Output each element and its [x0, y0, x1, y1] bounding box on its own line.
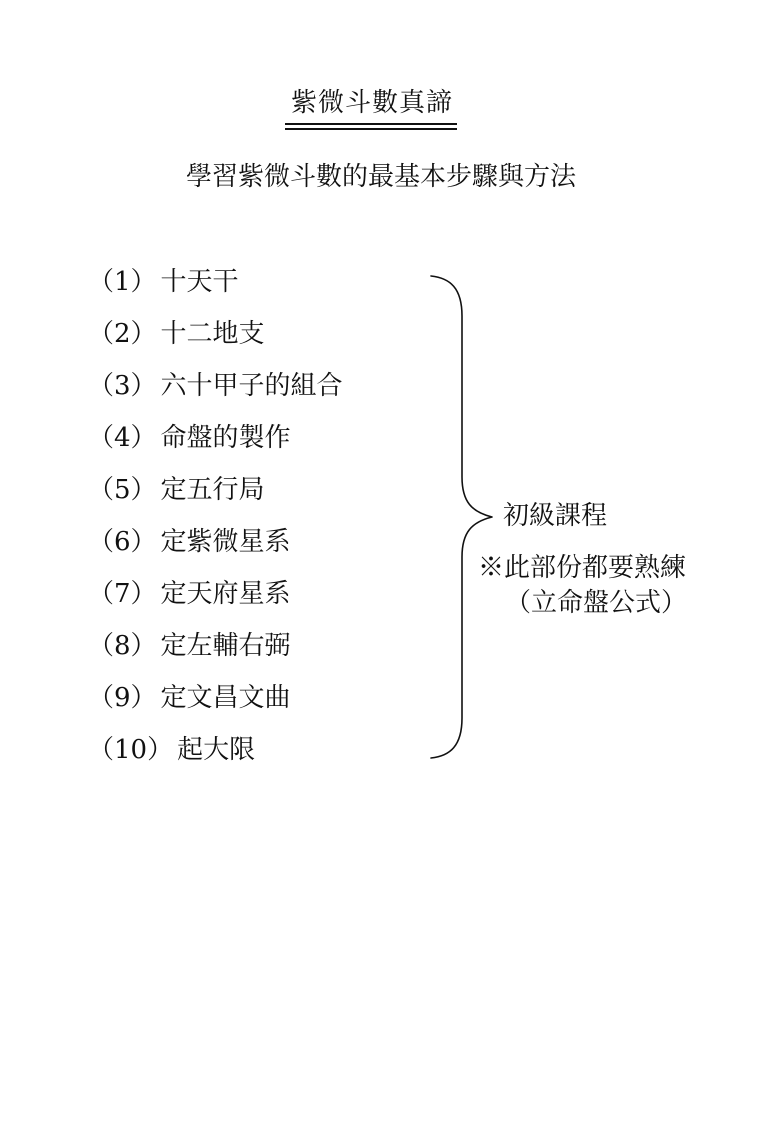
step-label: 十天干 [160, 267, 239, 297]
list-item [88, 576, 343, 628]
curly-brace-icon [428, 272, 500, 762]
steps-list [88, 264, 343, 784]
step-number: （10） [88, 735, 174, 765]
step-number: （5） [88, 475, 157, 505]
step-number: （1） [88, 267, 157, 297]
list-item [88, 264, 343, 316]
course-note: ※此部份都要熟練 [478, 553, 687, 583]
step-label: 六十甲子的組合 [160, 371, 343, 401]
course-level-label: 初級課程 [503, 501, 608, 531]
list-item [88, 732, 343, 784]
step-label: 起大限 [177, 735, 256, 765]
list-item [88, 420, 343, 472]
step-label: 定五行局 [160, 475, 265, 505]
step-number: （9） [88, 683, 157, 713]
step-number: （8） [88, 631, 157, 661]
course-note-detail: （立命盤公式） [505, 588, 688, 618]
title-underline-top [285, 123, 457, 125]
list-item [88, 368, 343, 420]
step-number: （3） [88, 371, 157, 401]
step-label: 定文昌文曲 [160, 683, 291, 713]
step-number: （2） [88, 319, 157, 349]
title-underline-bottom [285, 128, 457, 130]
document-title: 紫微斗數真諦 [290, 88, 453, 118]
list-item [88, 316, 343, 368]
list-item [88, 628, 343, 680]
list-item [88, 524, 343, 576]
list-item [88, 680, 343, 732]
step-number: （7） [88, 579, 157, 609]
step-number: （6） [88, 527, 157, 557]
step-label: 定左輔右弼 [160, 631, 291, 661]
step-label: 十二地支 [160, 319, 265, 349]
step-label: 命盤的製作 [160, 423, 291, 453]
step-label: 定天府星系 [160, 579, 291, 609]
list-item [88, 472, 343, 524]
document-subtitle: 學習紫微斗數的最基本步驟與方法 [185, 162, 576, 192]
step-label: 定紫微星系 [160, 527, 291, 557]
step-number: （4） [88, 423, 157, 453]
